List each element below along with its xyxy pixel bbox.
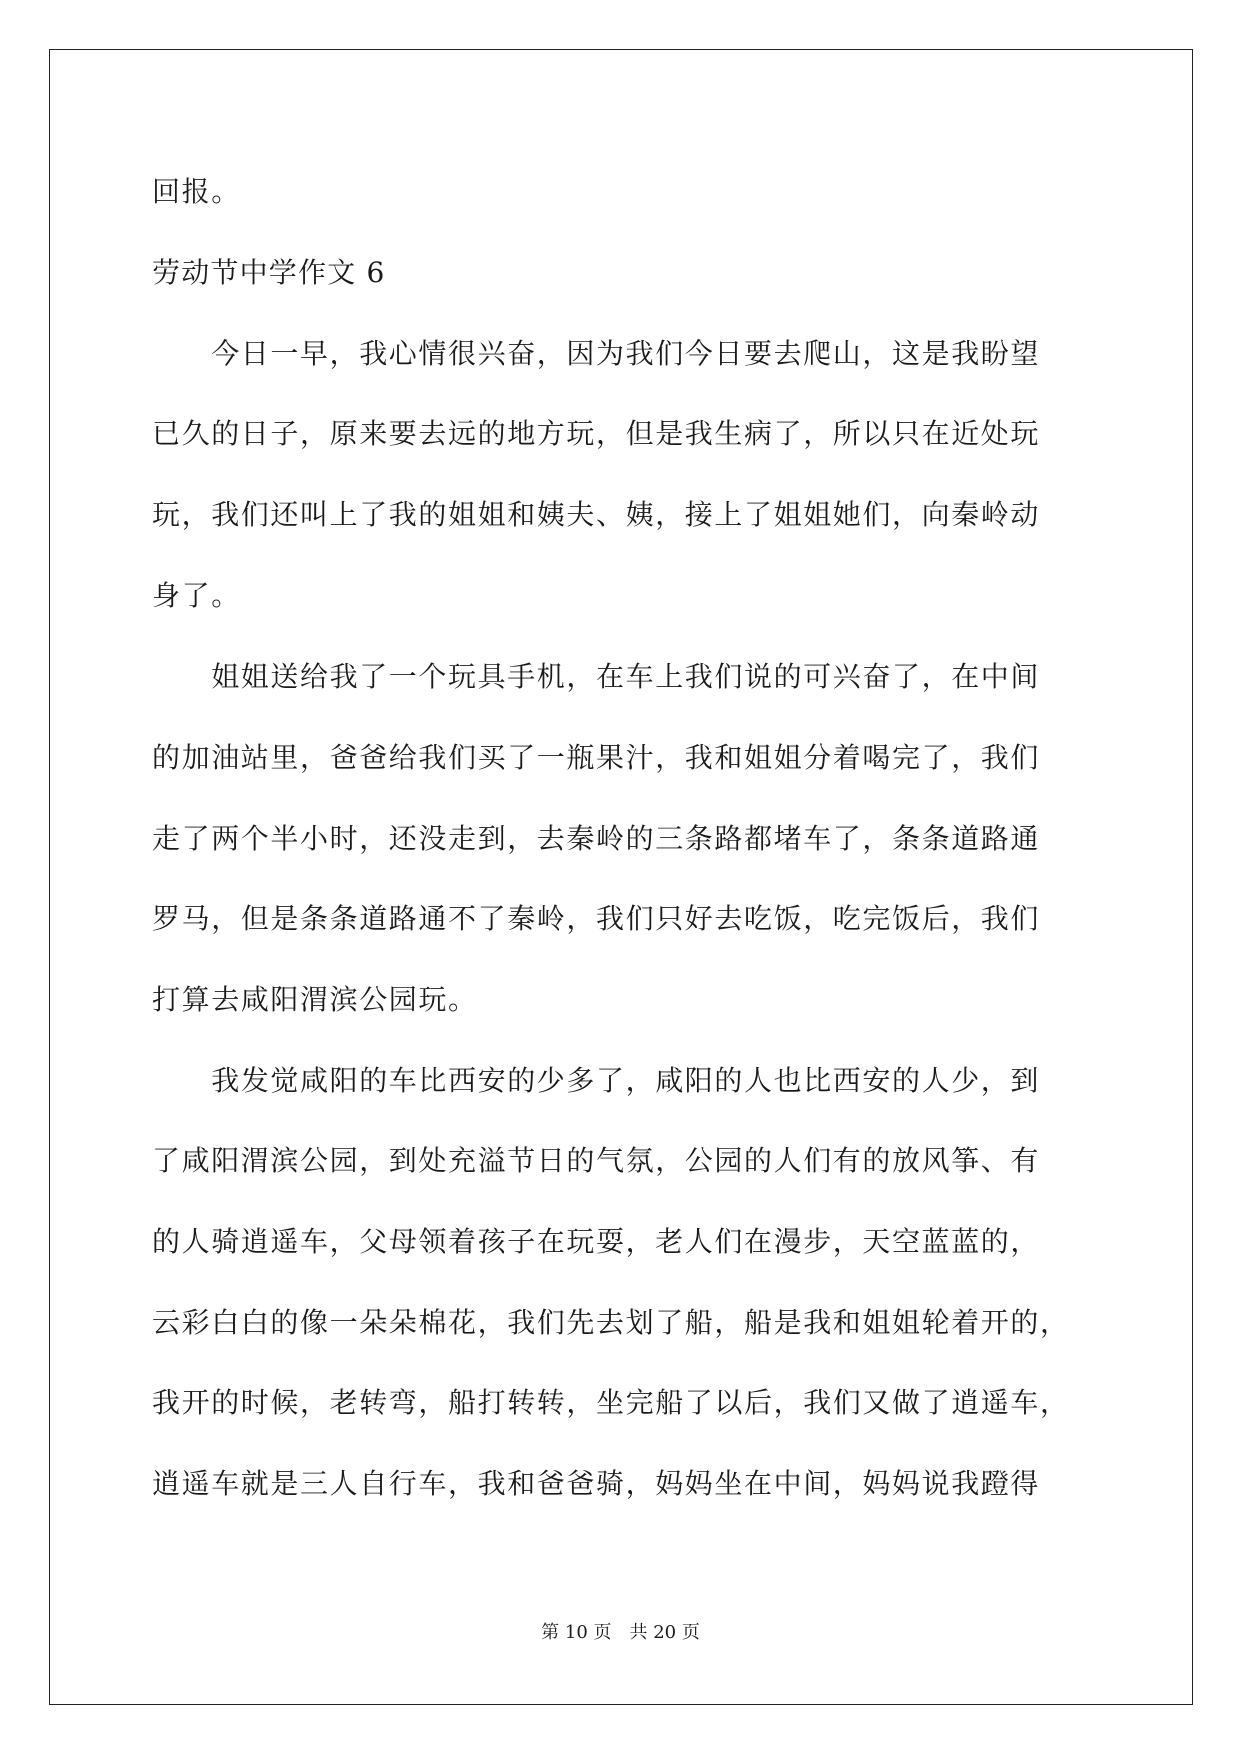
text-line: 已久的日子，原来要去远的地方玩，但是我生病了，所以只在近处玩 bbox=[152, 417, 1041, 450]
text-line: 今日一早，我心情很兴奋，因为我们今日要去爬山，这是我盼望 bbox=[152, 337, 1041, 370]
text-line: 的加油站里，爸爸给我们买了一瓶果汁，我和姐姐分着喝完了，我们 bbox=[152, 741, 1041, 774]
text-line: 走了两个半小时，还没走到，去秦岭的三条路都堵车了，条条道路通 bbox=[152, 822, 1041, 855]
page-border bbox=[49, 49, 1193, 1705]
text-line: 我发觉咸阳的车比西安的少多了，咸阳的人也比西安的人少，到 bbox=[152, 1064, 1041, 1097]
text-line: 了咸阳渭滨公园，到处充溢节日的气氛，公园的人们有的放风筝、有 bbox=[152, 1144, 1041, 1177]
text-line: 姐姐送给我了一个玩具手机，在车上我们说的可兴奋了，在中间 bbox=[152, 660, 1041, 693]
page-footer bbox=[0, 1621, 1241, 1645]
text-line: 身了。 bbox=[152, 579, 241, 612]
text-line: 的人骑逍遥车，父母领着孩子在玩耍，老人们在漫步，天空蓝蓝的， bbox=[152, 1225, 1041, 1258]
text-line: 逍遥车就是三人自行车，我和爸爸骑，妈妈坐在中间，妈妈说我蹬得 bbox=[152, 1467, 1041, 1500]
text-line: 回报。 bbox=[152, 175, 241, 208]
text-line: 罗马，但是条条道路通不了秦岭，我们只好去吃饭，吃完饭后，我们 bbox=[152, 902, 1041, 935]
text-line: 云彩白白的像一朵朵棉花，我们先去划了船，船是我和姐姐轮着开的， bbox=[152, 1306, 1070, 1339]
text-line: 打算去咸阳渭滨公园玩。 bbox=[152, 983, 478, 1016]
text-line: 玩，我们还叫上了我的姐姐和姨夫、姨，接上了姐姐她们，向秦岭动 bbox=[152, 498, 1041, 531]
page-number: 第 10 页 bbox=[541, 1622, 612, 1643]
section-heading: 劳动节中学作文 6 bbox=[152, 256, 386, 289]
page-total: 共 20 页 bbox=[629, 1622, 700, 1643]
text-line: 我开的时候，老转弯，船打转转，坐完船了以后，我们又做了逍遥车， bbox=[152, 1386, 1070, 1419]
